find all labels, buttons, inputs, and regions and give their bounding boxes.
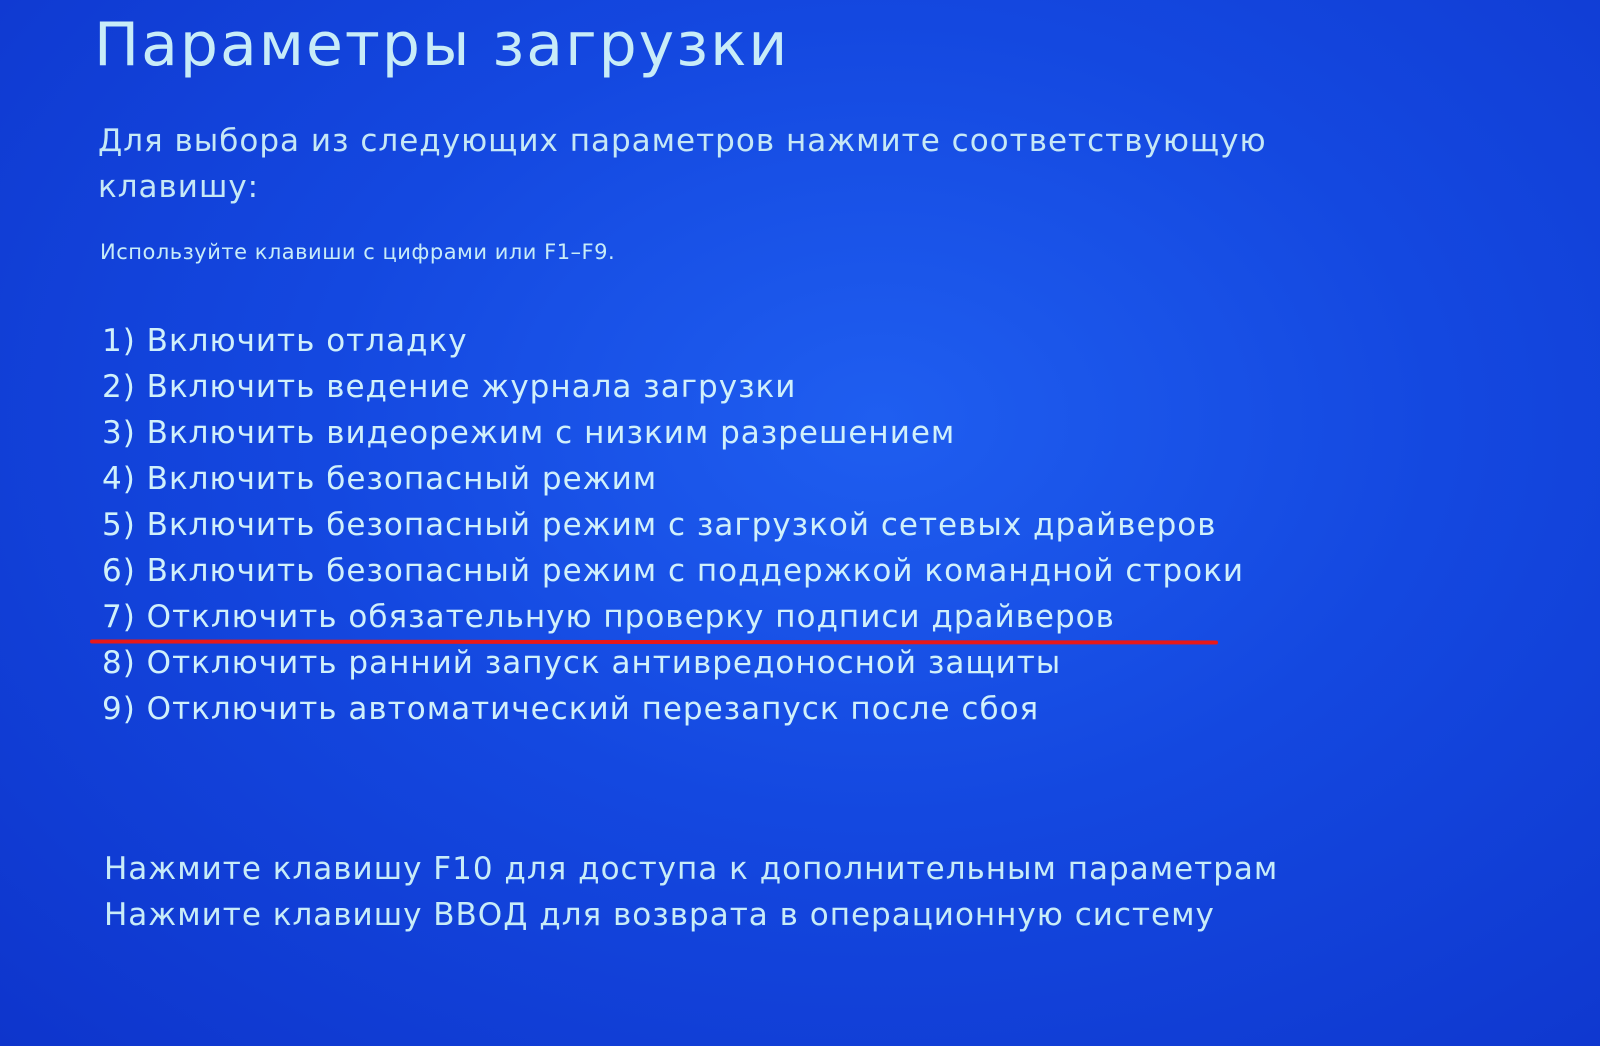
key-hint-text: Используйте клавиши с цифрами или F1–F9.	[100, 240, 616, 264]
option-enable-debugging[interactable]: 1) Включить отладку	[102, 323, 468, 359]
option-disable-driver-signature-enforcement[interactable]: 7) Отключить обязательную проверку подписи драйверов	[102, 599, 1115, 635]
page-title: Параметры загрузки	[94, 10, 790, 80]
instructions-text: Для выбора из следующих параметров нажмите соответствующую клавишу:	[98, 123, 1267, 205]
enter-return-to-os-hint[interactable]: Нажмите клавишу ВВОД для возврата в операционную систему	[104, 897, 1215, 933]
footer	[104, 846, 1278, 938]
option-enable-boot-logging[interactable]: 2) Включить ведение журнала загрузки	[102, 369, 797, 405]
f10-more-options-hint[interactable]: Нажмите клавишу F10 для доступа к дополнительным параметрам	[104, 851, 1279, 887]
startup-options-list	[102, 318, 1244, 732]
option-enable-safe-mode-command-prompt[interactable]: 6) Включить безопасный режим с поддержкой командной строки	[102, 553, 1244, 589]
option-disable-auto-restart-on-failure[interactable]: 9) Отключить автоматический перезапуск после сбоя	[102, 691, 1040, 727]
option-disable-early-launch-antimalware[interactable]: 8) Отключить ранний запуск антивредоносной защиты	[102, 645, 1062, 681]
option-enable-low-resolution-video[interactable]: 3) Включить видеорежим с низким разрешением	[102, 415, 956, 451]
option-enable-safe-mode-networking[interactable]: 5) Включить безопасный режим с загрузкой сетевых драйверов	[102, 507, 1217, 543]
option-enable-safe-mode[interactable]: 4) Включить безопасный режим	[102, 461, 658, 497]
